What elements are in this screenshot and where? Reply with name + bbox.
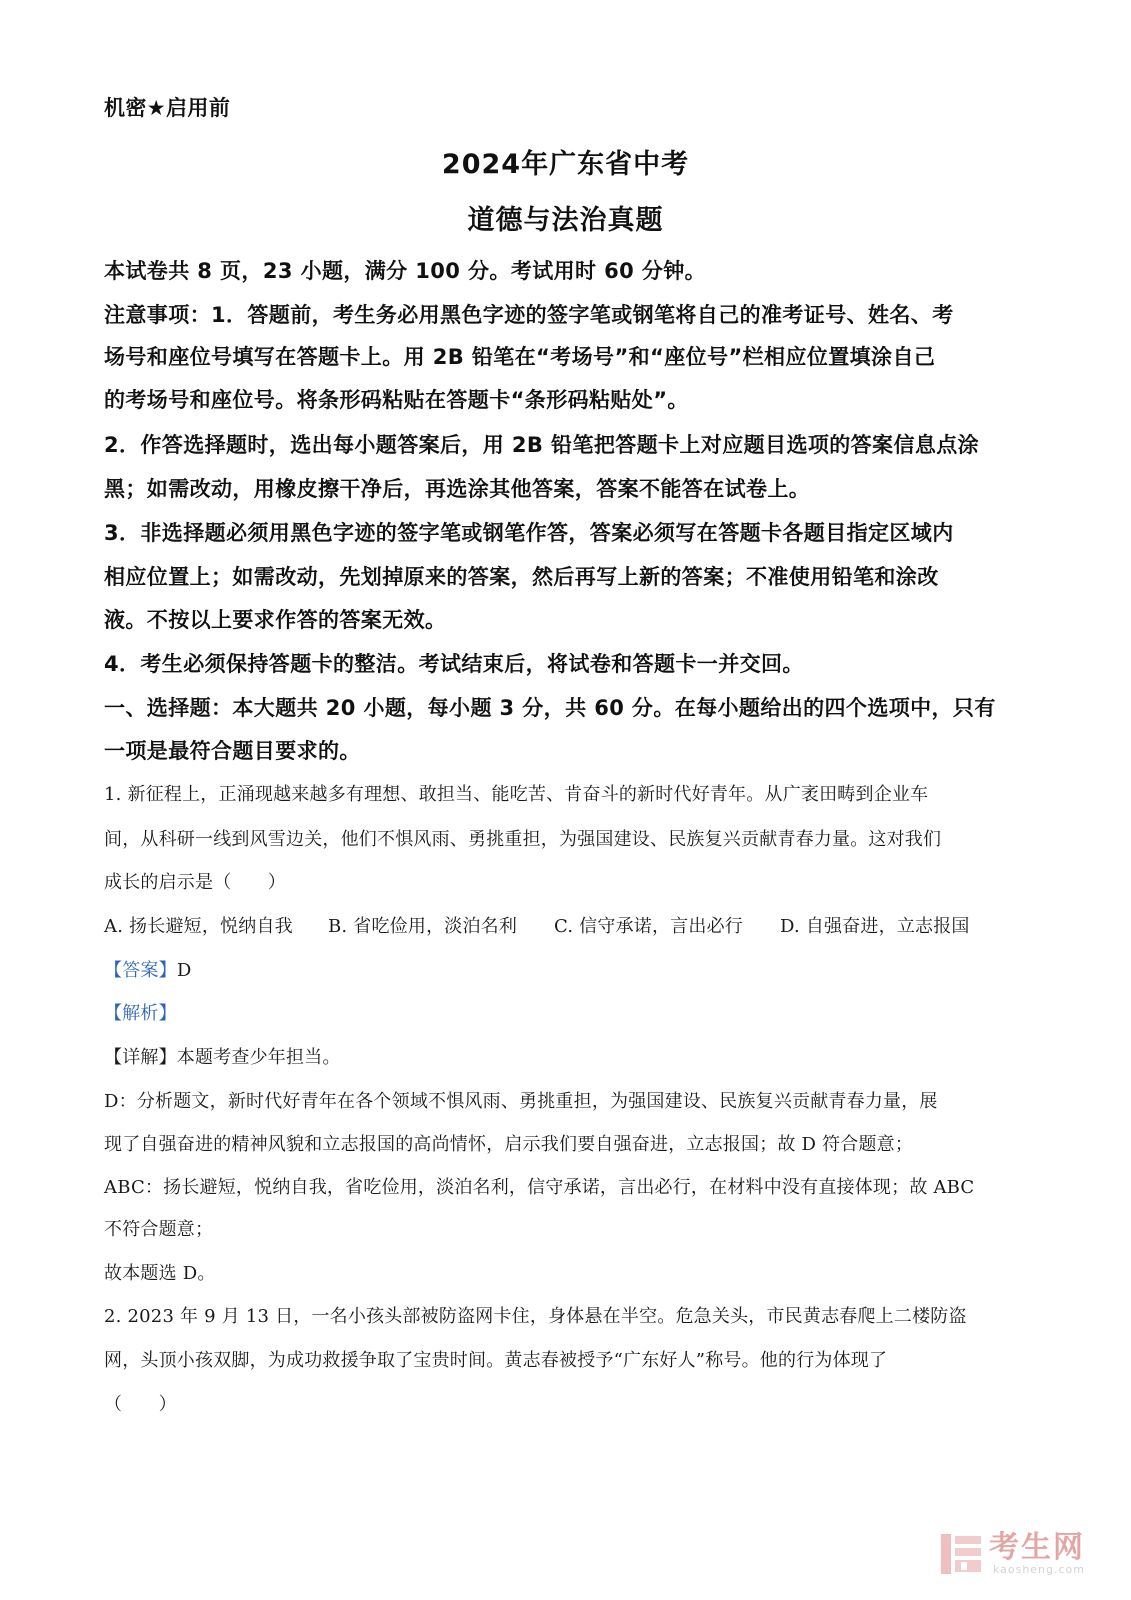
question-options xyxy=(104,912,970,938)
confidential-label: 机密★启用前 xyxy=(104,96,231,120)
instruction-line: 4．考生必须保持答题卡的整洁。考试结束后，将试卷和答题卡一并交回。 xyxy=(104,652,804,676)
instruction-line: 相应位置上；如需改动，先划掉原来的答案，然后再写上新的答案；不准使用铅笔和涂改 xyxy=(104,565,939,589)
exam-title: 2024年广东省中考 xyxy=(441,149,690,180)
instruction-line: 场号和座位号填写在答题卡上。用 2B 铅笔在“考场号”和“座位号”栏相应位置填涂自己 xyxy=(104,345,936,369)
question-stem-line: 网，头顶小孩双脚，为成功救援争取了宝贵时间。黄志春被授予“广东好人”称号。他的行为体现了 xyxy=(104,1350,888,1371)
option-d: D. 自强奋进，立志报国 xyxy=(780,916,970,937)
detail-line: 【详解】本题考查少年担当。 xyxy=(104,1047,341,1068)
instruction-line: 的考场号和座位号。将条形码粘贴在答题卡“条形码粘贴处”。 xyxy=(104,388,689,412)
question-stem-line: 2. 2023 年 9 月 13 日，一名小孩头部被防盗网卡住，身体悬在半空。危急关头，市民黄志春爬上二楼防盗 xyxy=(104,1306,967,1327)
instruction-line: 3．非选择题必须用黑色字迹的签字笔或钢笔作答，答案必须写在答题卡各题目指定区域内 xyxy=(104,521,954,545)
question-stem-line: 1. 新征程上，正涌现越来越多有理想、敢担当、能吃苦、肯奋斗的新时代好青年。从广袤田畴到企业车 xyxy=(104,784,929,805)
detail-line: 不符合题意； xyxy=(104,1219,214,1240)
instruction-line: 液。不按以上要求作答的答案无效。 xyxy=(104,608,447,632)
detail-line: D：分析题文，新时代好青年在各个领域不惧风雨、勇挑重担，为强国建设、民族复兴贡献青春力量，展 xyxy=(104,1091,938,1112)
instruction-line: 注意事项：1．答题前，考生务必用黑色字迹的签字笔或钢笔将自己的准考证号、姓名、考 xyxy=(104,303,954,327)
site-logo-icon xyxy=(939,1532,983,1576)
site-name: 考生网 xyxy=(989,1529,1085,1565)
answer-label: 【答案】 xyxy=(104,960,177,981)
section-heading: 一项是最符合题目要求的。 xyxy=(104,739,361,763)
detail-line: 故本题选 D。 xyxy=(104,1263,216,1284)
option-b: B. 省吃俭用，淡泊名利 xyxy=(328,916,518,937)
detail-line: 现了自强奋进的精神风貌和立志报国的高尚情怀，启示我们要自强奋进，立志报国；故 D 符合题意； xyxy=(104,1134,914,1155)
option-c: C. 信守承诺，言出必行 xyxy=(554,916,743,937)
analysis-label: 【解析】 xyxy=(104,1003,177,1024)
question-stem-line: （ ） xyxy=(104,1394,177,1415)
exam-summary: 本试卷共 8 页，23 小题，满分 100 分。考试用时 60 分钟。 xyxy=(104,259,707,283)
detail-line: ABC：扬长避短，悦纳自我，省吃俭用，淡泊名利，信守承诺，言出必行，在材料中没有直接体现；故 ABC xyxy=(104,1177,975,1198)
instruction-line: 黑；如需改动，用橡皮擦干净后，再选涂其他答案，答案不能答在试卷上。 xyxy=(104,477,811,501)
section-heading: 一、选择题：本大题共 20 小题，每小题 3 分，共 60 分。在每小题给出的四个选项中，只有 xyxy=(104,696,996,720)
instruction-line: 2．作答选择题时，选出每小题答案后，用 2B 铅笔把答题卡上对应题目选项的答案信息点涂 xyxy=(104,433,980,457)
option-a: A. 扬长避短，悦纳自我 xyxy=(104,916,293,937)
site-watermark xyxy=(939,1529,1085,1576)
question-stem-line: 成长的启示是（ ） xyxy=(104,872,286,893)
site-url: kaosheng.com xyxy=(992,1562,1085,1576)
exam-subtitle: 道德与法治真题 xyxy=(467,205,664,236)
answer-value: D xyxy=(176,960,192,981)
answer-row xyxy=(104,956,191,982)
question-stem-line: 间，从科研一线到风雪边关，他们不惧风雨、勇挑重担，为强国建设、民族复兴贡献青春力量。这对我们 xyxy=(104,829,942,850)
